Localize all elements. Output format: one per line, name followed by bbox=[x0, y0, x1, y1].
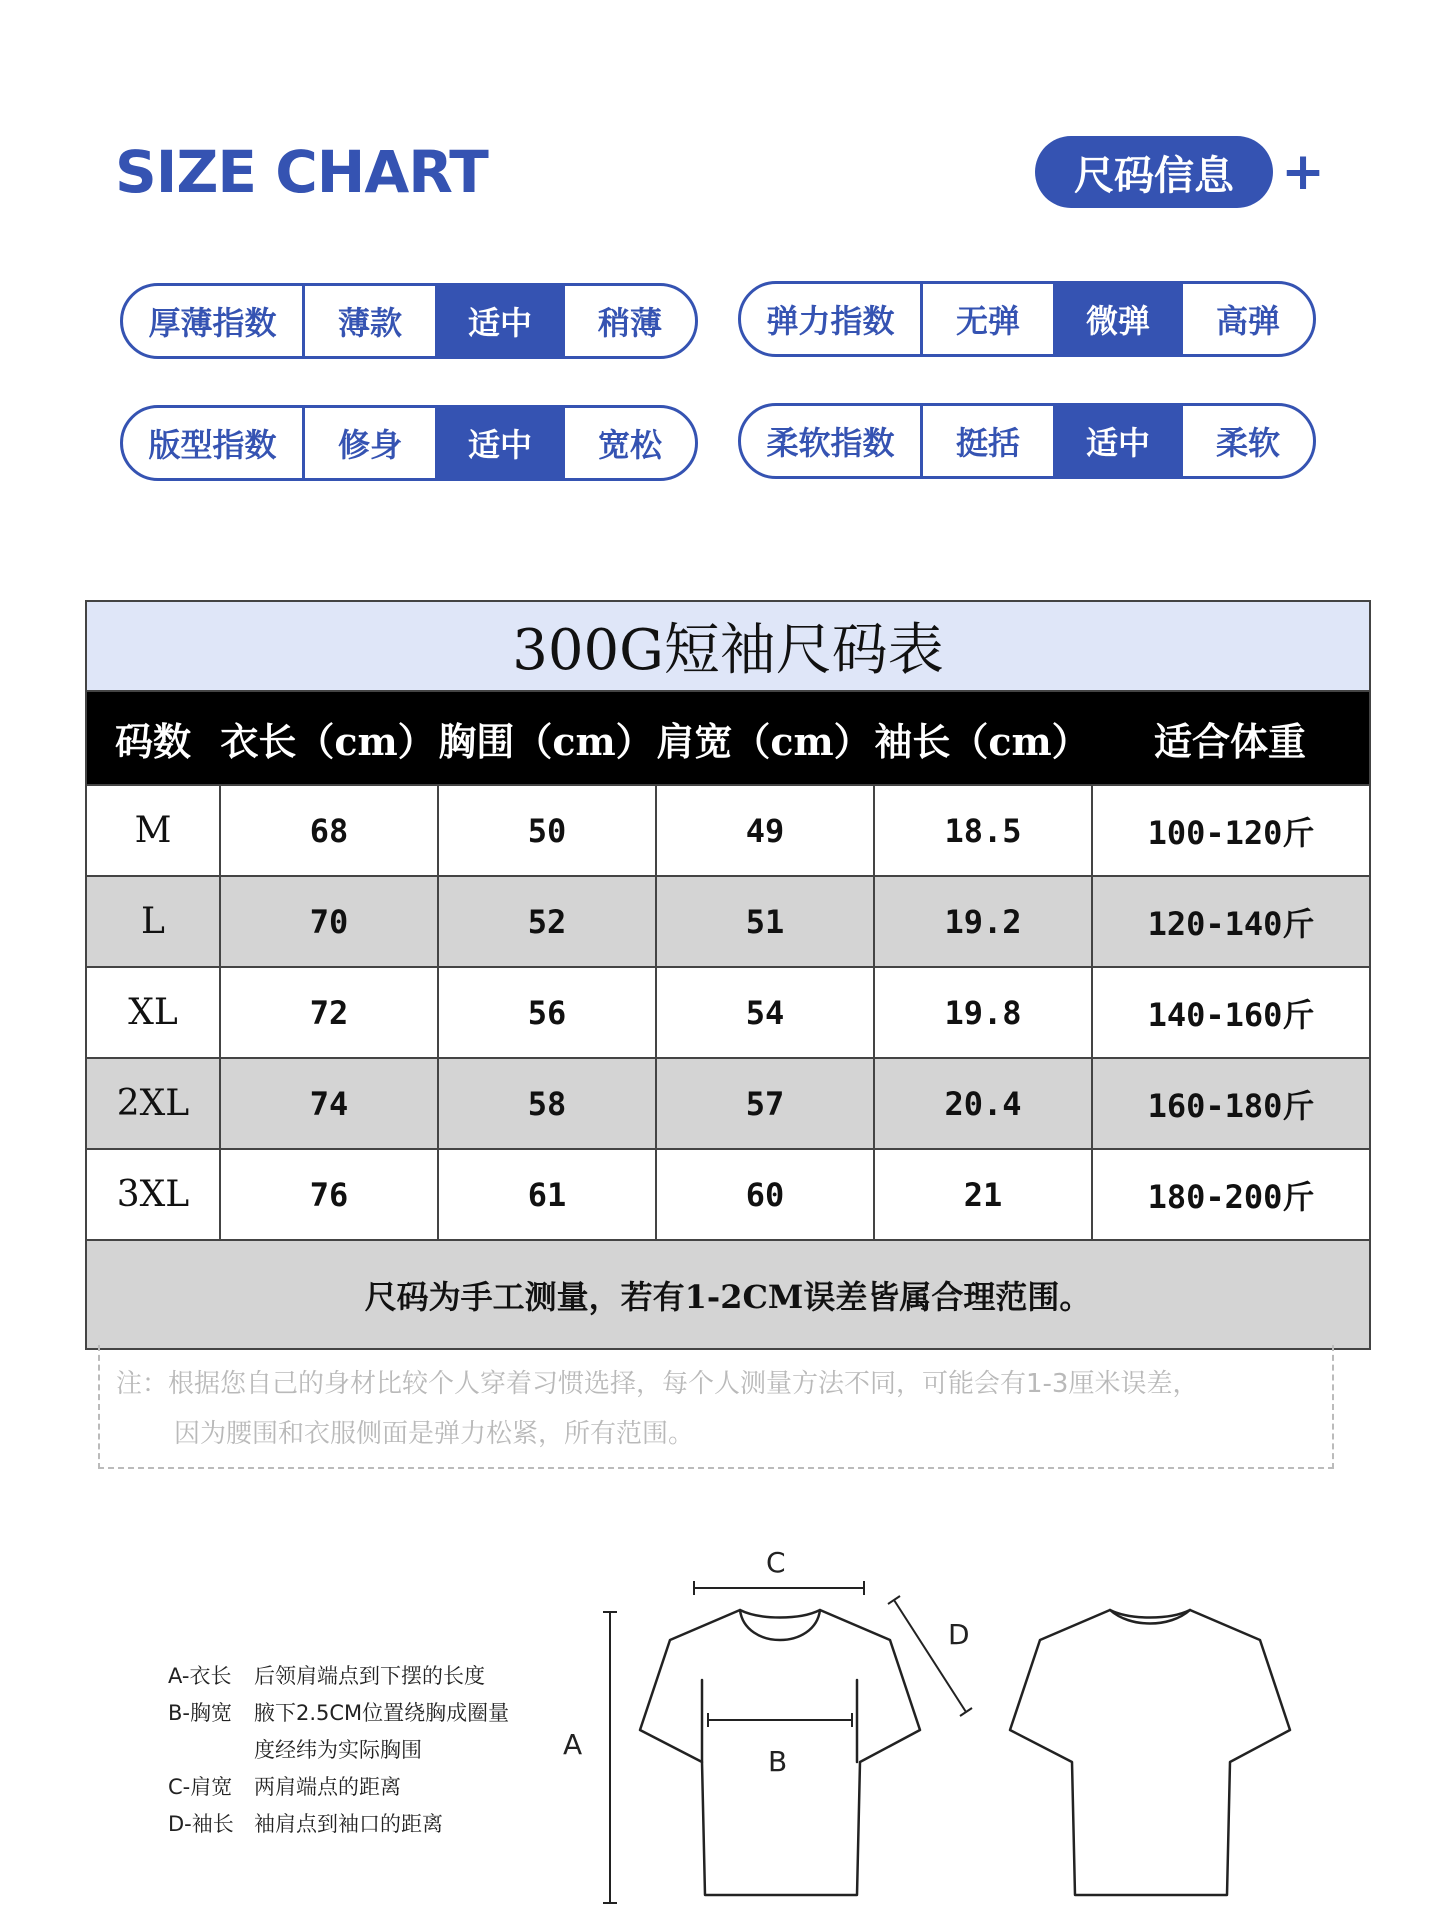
size-info-badge: 尺码信息 bbox=[1035, 136, 1273, 208]
table-cell: XL bbox=[128, 992, 178, 1033]
table-cell: 68 bbox=[219, 786, 437, 875]
legend-key: C-肩宽 bbox=[168, 1775, 233, 1799]
legend-desc: 后领肩端点到下摆的长度 bbox=[254, 1664, 485, 1688]
table-cell: 52 bbox=[437, 877, 655, 966]
page-title: SIZE CHART bbox=[115, 138, 488, 206]
legend-desc: 腋下2.5CM位置绕胸成圈量 bbox=[254, 1701, 510, 1725]
tshirt-back-outline bbox=[1010, 1610, 1290, 1895]
index-option: 柔软 bbox=[1215, 424, 1280, 462]
plus-icon: + bbox=[1281, 142, 1325, 202]
table-cell: 56 bbox=[437, 968, 655, 1057]
header-cell: 肩宽（cm） bbox=[656, 718, 872, 764]
table-cell: L bbox=[141, 901, 165, 942]
table-cell: 50 bbox=[437, 786, 655, 875]
table-cell: 54 bbox=[655, 968, 873, 1057]
table-cell: 19.8 bbox=[873, 968, 1091, 1057]
index-option-selected: 微弹 bbox=[1053, 284, 1183, 354]
size-table bbox=[85, 600, 1371, 1350]
index-option: 无弹 bbox=[955, 302, 1020, 340]
table-cell: 20.4 bbox=[873, 1059, 1091, 1148]
table-row bbox=[87, 966, 1369, 1057]
legend-item bbox=[168, 1658, 509, 1695]
tshirt-front-outline bbox=[640, 1610, 920, 1895]
table-header bbox=[87, 692, 1369, 784]
table-row bbox=[87, 1057, 1369, 1148]
thickness-index bbox=[120, 283, 698, 359]
note-line: 注：根据您自己的身材比较个人穿着习惯选择，每个人测量方法不同，可能会有1-3厘米误差， bbox=[116, 1369, 1199, 1399]
index-label: 柔软指数 bbox=[741, 406, 923, 476]
measure-label-a: A bbox=[563, 1728, 583, 1761]
table-cell: 60 bbox=[655, 1150, 873, 1239]
tshirt-back-collar bbox=[1110, 1610, 1190, 1624]
legend-desc: 袖肩点到袖口的距离 bbox=[254, 1812, 443, 1836]
legend-key: D-袖长 bbox=[168, 1812, 234, 1836]
table-row bbox=[87, 875, 1369, 966]
measurement-note bbox=[98, 1345, 1334, 1469]
tshirt-front-collar bbox=[740, 1610, 820, 1640]
table-title: 300G短袖尺码表 bbox=[87, 602, 1369, 692]
index-label: 厚薄指数 bbox=[123, 286, 305, 356]
table-row bbox=[87, 784, 1369, 875]
table-cell: 180-200斤 bbox=[1091, 1150, 1369, 1239]
table-cell: 140-160斤 bbox=[1091, 968, 1369, 1057]
index-option-selected: 适中 bbox=[1053, 406, 1183, 476]
index-label: 弹力指数 bbox=[741, 284, 923, 354]
table-cell: 57 bbox=[655, 1059, 873, 1148]
note-line: 因为腰围和衣服侧面是弹力松紧，所有范围。 bbox=[174, 1419, 695, 1449]
header-cell: 胸围（cm） bbox=[438, 718, 654, 764]
table-cell: 58 bbox=[437, 1059, 655, 1148]
measure-line-d bbox=[894, 1600, 966, 1712]
legend-key: A-衣长 bbox=[168, 1664, 232, 1688]
table-cell: 72 bbox=[219, 968, 437, 1057]
table-footer-note: 尺码为手工测量，若有1-2CM误差皆属合理范围。 bbox=[87, 1239, 1369, 1348]
index-label: 版型指数 bbox=[123, 408, 305, 478]
header-cell: 袖长（cm） bbox=[874, 718, 1090, 764]
header-cell: 适合体重 bbox=[1153, 718, 1306, 764]
legend-key: B-胸宽 bbox=[168, 1701, 232, 1725]
table-cell: 100-120斤 bbox=[1091, 786, 1369, 875]
table-cell: 76 bbox=[219, 1150, 437, 1239]
softness-index bbox=[738, 403, 1316, 479]
measure-label-b: B bbox=[768, 1745, 788, 1778]
table-cell: 2XL bbox=[116, 1083, 190, 1124]
table-cell: 3XL bbox=[116, 1174, 190, 1215]
index-option: 挺括 bbox=[955, 424, 1020, 462]
table-cell: 49 bbox=[655, 786, 873, 875]
index-option: 薄款 bbox=[337, 304, 402, 342]
legend-key bbox=[168, 1732, 254, 1769]
measure-label-c: C bbox=[766, 1546, 786, 1579]
table-cell: 70 bbox=[219, 877, 437, 966]
table-cell: 19.2 bbox=[873, 877, 1091, 966]
table-cell: 160-180斤 bbox=[1091, 1059, 1369, 1148]
table-cell: 51 bbox=[655, 877, 873, 966]
legend-item bbox=[168, 1732, 509, 1769]
measurement-legend bbox=[168, 1658, 509, 1843]
legend-desc: 度经纬为实际胸围 bbox=[254, 1738, 422, 1762]
index-option: 稍薄 bbox=[597, 304, 662, 342]
legend-item bbox=[168, 1806, 509, 1843]
table-cell: M bbox=[134, 810, 172, 851]
legend-item bbox=[168, 1695, 509, 1732]
elasticity-index bbox=[738, 281, 1316, 357]
index-option-selected: 适中 bbox=[435, 286, 565, 356]
index-option-selected: 适中 bbox=[435, 408, 565, 478]
table-cell: 21 bbox=[873, 1150, 1091, 1239]
index-option: 修身 bbox=[337, 426, 402, 464]
legend-desc: 两肩端点的距离 bbox=[254, 1775, 401, 1799]
table-row bbox=[87, 1148, 1369, 1239]
header-cell: 衣长（cm） bbox=[220, 718, 436, 764]
table-cell: 120-140斤 bbox=[1091, 877, 1369, 966]
table-cell: 18.5 bbox=[873, 786, 1091, 875]
index-option: 高弹 bbox=[1215, 302, 1280, 340]
index-option: 宽松 bbox=[597, 426, 662, 464]
table-cell: 74 bbox=[219, 1059, 437, 1148]
header-cell: 码数 bbox=[114, 718, 191, 764]
legend-item bbox=[168, 1769, 509, 1806]
table-cell: 61 bbox=[437, 1150, 655, 1239]
fit-index bbox=[120, 405, 698, 481]
measure-label-d: D bbox=[948, 1618, 970, 1651]
